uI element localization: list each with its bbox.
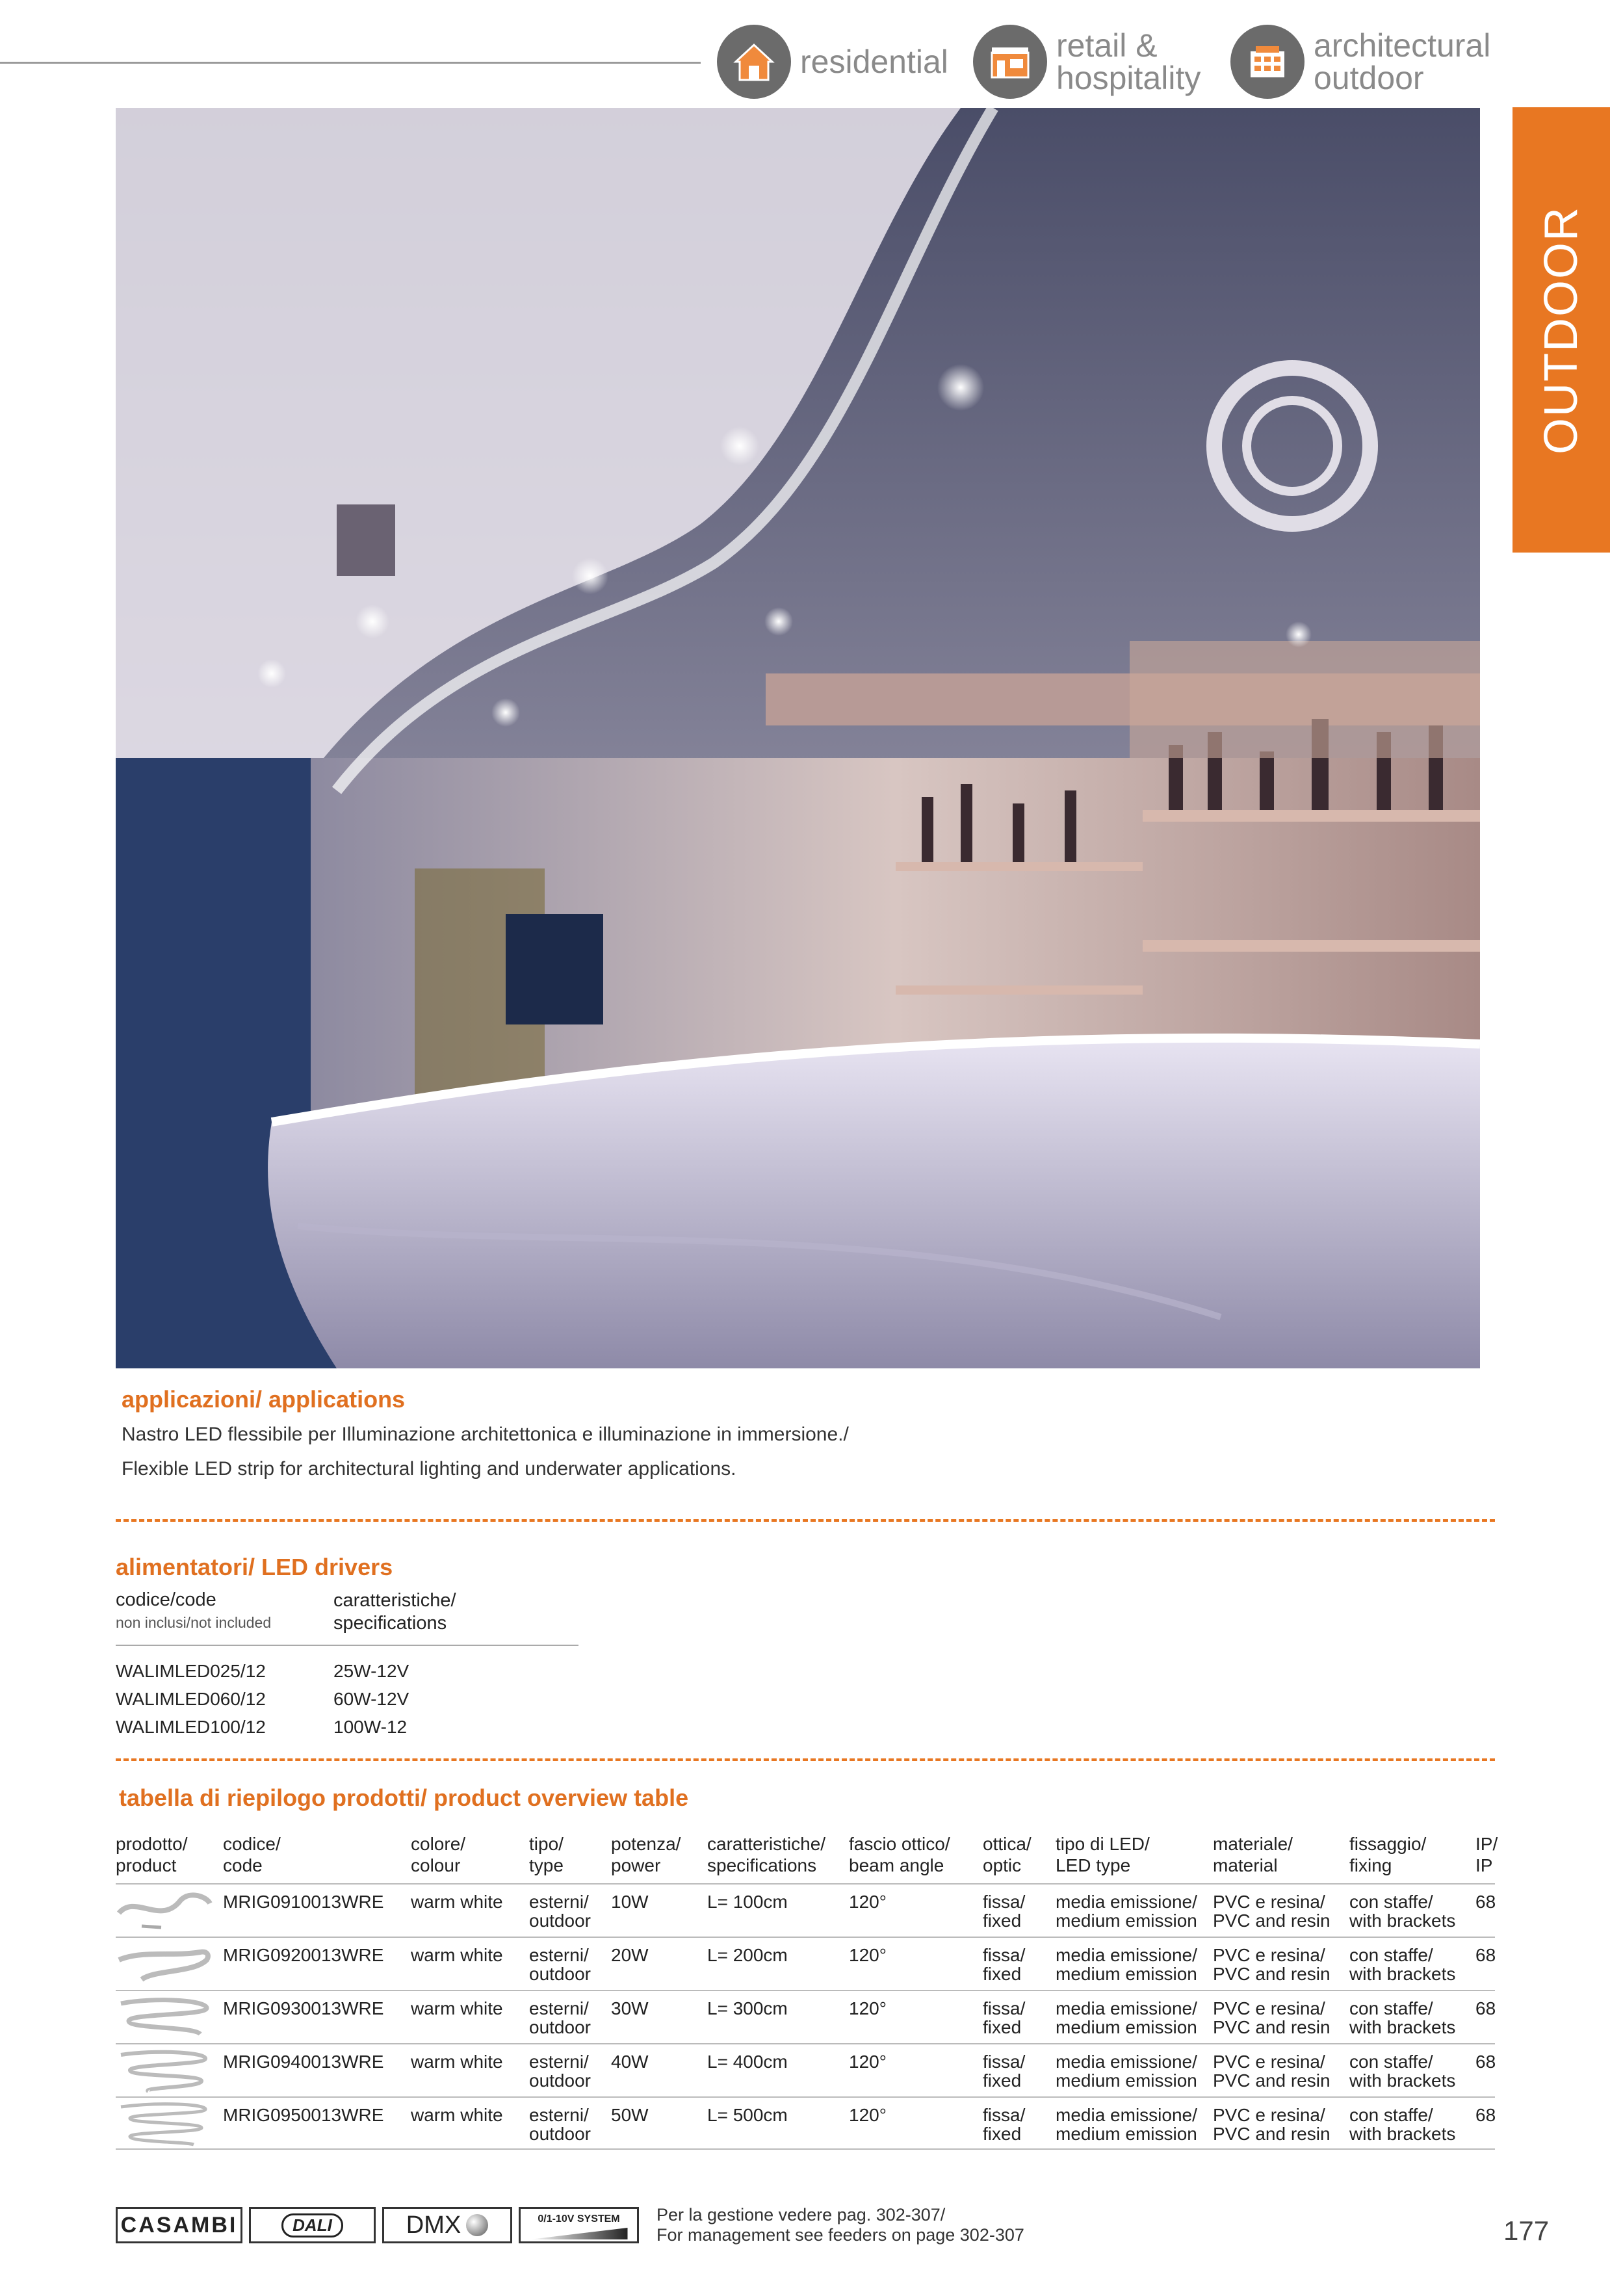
category-label-line1: architectural <box>1314 27 1491 64</box>
driver-code: WALIMLED060/12 <box>116 1689 266 1709</box>
applications-text-it: Nastro LED flessibile per Illuminazione architettonica e illuminazione in immersione./ <box>122 1424 849 1445</box>
col-header-line: materiale/ <box>1213 1834 1293 1854</box>
category-residential[interactable] <box>717 25 948 99</box>
col-header-power <box>611 1833 681 1876</box>
led-strip-image <box>116 1887 213 1935</box>
driver-code: WALIMLED100/12 <box>116 1717 266 1737</box>
product-fixing: with brackets <box>1349 2017 1456 2037</box>
product-type: esterni/ <box>529 1892 589 1912</box>
col-header-line: colour <box>411 1855 461 1875</box>
section-tab-label: OUTDOOR <box>1535 205 1587 454</box>
driver-code: WALIMLED025/12 <box>116 1661 266 1681</box>
col-header-line: codice/ <box>223 1834 281 1854</box>
col-header-line: beam angle <box>849 1855 944 1875</box>
product-colour: warm white <box>411 1945 503 1965</box>
applications-title: applicazioni/ applications <box>122 1386 406 1413</box>
product-ip: 68 <box>1475 2052 1496 2072</box>
col-header-line: power <box>611 1855 661 1875</box>
product-spec: L= 200cm <box>707 1945 788 1965</box>
driver-spec: 25W-12V <box>333 1661 409 1681</box>
category-label: residential <box>800 44 948 80</box>
product-material: PVC e resina/ <box>1213 2052 1325 2072</box>
product-colour: warm white <box>411 2105 503 2125</box>
product-spec: L= 400cm <box>707 2052 788 2072</box>
dmx-ball-icon <box>466 2214 488 2236</box>
product-fixing: con staffe/ <box>1349 2105 1433 2125</box>
col-header-line: LED type <box>1056 1855 1131 1875</box>
product-fixing: with brackets <box>1349 2124 1456 2144</box>
product-fixing: with brackets <box>1349 1964 1456 1984</box>
drivers-title: alimentatori/ LED drivers <box>116 1554 393 1580</box>
product-code: MRIG0910013WRE <box>223 1892 384 1912</box>
product-optic: fissa/ <box>983 1892 1026 1912</box>
product-led-type: media emissione/ <box>1056 2105 1197 2125</box>
casambi-logo: CASAMBI <box>116 2207 242 2243</box>
application-photo <box>116 108 1480 1368</box>
col-header-code <box>223 1833 281 1876</box>
product-code: MRIG0920013WRE <box>223 1945 384 1965</box>
col-header-line: code <box>223 1855 263 1875</box>
product-power: 10W <box>611 1892 649 1912</box>
product-optic: fixed <box>983 2017 1022 2037</box>
product-ip: 68 <box>1475 1945 1496 1965</box>
product-type: esterni/ <box>529 2052 589 2072</box>
product-type: outdoor <box>529 1964 591 1984</box>
col-header-line: fissaggio/ <box>1349 1834 1427 1854</box>
dashed-divider <box>116 1519 1495 1522</box>
product-led-type: media emissione/ <box>1056 1998 1197 2018</box>
table-row <box>116 2096 1495 2150</box>
product-power: 20W <box>611 1945 649 1965</box>
product-material: PVC and resin <box>1213 1964 1331 1984</box>
col-header-line: material <box>1213 1855 1278 1875</box>
col-header-optic <box>983 1833 1032 1876</box>
drivers-col-spec: caratteristiche/ specifications <box>333 1590 456 1634</box>
col-header-specifications <box>707 1833 825 1876</box>
col-header-material <box>1213 1833 1293 1876</box>
010v-system-logo <box>519 2207 639 2243</box>
management-note-it: Per la gestione vedere pag. 302-307/ <box>656 2205 946 2224</box>
product-fixing: with brackets <box>1349 1911 1456 1931</box>
product-beam: 120° <box>849 1945 887 1965</box>
col-header-line: tipo/ <box>529 1834 564 1854</box>
building-icon <box>1230 25 1305 99</box>
col-header-line: prodotto/ <box>116 1834 188 1854</box>
dali-logo <box>249 2207 376 2243</box>
product-type: outdoor <box>529 1911 591 1931</box>
led-strip-image <box>116 1994 213 2042</box>
product-optic: fissa/ <box>983 2105 1026 2125</box>
product-optic: fixed <box>983 1911 1022 1931</box>
product-led-type: medium emission <box>1056 1911 1197 1931</box>
product-material: PVC and resin <box>1213 2070 1331 2091</box>
col-header-line: IP <box>1475 1855 1493 1875</box>
house-icon <box>717 25 791 99</box>
col-header-line: specifications <box>707 1855 817 1875</box>
shop-icon <box>973 25 1047 99</box>
product-ip: 68 <box>1475 1892 1496 1912</box>
col-header-fixing <box>1349 1833 1426 1876</box>
dimming-ramp-icon <box>530 2228 628 2239</box>
table-row <box>116 2043 1495 2096</box>
overview-title: tabella di riepilogo prodotti/ product overview table <box>119 1784 689 1811</box>
col-header-line: IP/ <box>1475 1834 1498 1854</box>
col-header-led-type <box>1056 1833 1150 1876</box>
header-rule <box>0 62 701 64</box>
table-row <box>116 1990 1495 2043</box>
product-material: PVC and resin <box>1213 2124 1331 2144</box>
management-note-en: For management see feeders on page 302-307 <box>656 2225 1024 2245</box>
product-material: PVC e resina/ <box>1213 1998 1325 2018</box>
product-fixing: con staffe/ <box>1349 1945 1433 1965</box>
dali-logo-text: DALI <box>281 2213 343 2237</box>
product-led-type: media emissione/ <box>1056 1945 1197 1965</box>
product-power: 50W <box>611 2105 649 2125</box>
product-power: 30W <box>611 1998 649 2018</box>
dashed-divider <box>116 1758 1495 1761</box>
led-strip-image <box>116 2047 213 2095</box>
category-label-line1: retail & <box>1056 27 1158 64</box>
product-fixing: con staffe/ <box>1349 1998 1433 2018</box>
dmx-logo <box>382 2207 512 2243</box>
product-optic: fixed <box>983 2124 1022 2144</box>
drivers-col-code: codice/code <box>116 1589 216 1610</box>
col-header-line: type <box>529 1855 564 1875</box>
product-type: esterni/ <box>529 1998 589 2018</box>
management-note <box>656 2205 1024 2245</box>
col-header-line: caratteristiche/ <box>707 1834 826 1854</box>
col-header-line: fascio ottico/ <box>849 1834 950 1854</box>
category-label-line2: outdoor <box>1314 60 1424 96</box>
col-header-colour <box>411 1833 465 1876</box>
category-architectural-outdoor[interactable] <box>1230 25 1490 99</box>
product-code: MRIG0930013WRE <box>223 1998 384 2018</box>
product-material: PVC and resin <box>1213 2017 1331 2037</box>
control-system-logos <box>116 2207 639 2243</box>
product-material: PVC e resina/ <box>1213 1945 1325 1965</box>
col-header-line: product <box>116 1855 177 1875</box>
driver-spec: 60W-12V <box>333 1689 409 1709</box>
product-fixing: con staffe/ <box>1349 2052 1433 2072</box>
col-header-ip <box>1475 1833 1498 1876</box>
product-colour: warm white <box>411 2052 503 2072</box>
category-retail-hospitality[interactable] <box>973 25 1201 99</box>
product-code: MRIG0950013WRE <box>223 2105 384 2125</box>
led-strip-image <box>116 2100 213 2148</box>
010v-logo-text: 0/1-10V SYSTEM <box>538 2213 620 2224</box>
led-strip-image <box>116 1940 213 1989</box>
product-power: 40W <box>611 2052 649 2072</box>
product-material: PVC and resin <box>1213 1911 1331 1931</box>
product-material: PVC e resina/ <box>1213 1892 1325 1912</box>
product-type: outdoor <box>529 2070 591 2091</box>
table-row <box>116 1937 1495 1990</box>
product-spec: L= 300cm <box>707 1998 788 2018</box>
col-header-line: tipo di LED/ <box>1056 1834 1150 1854</box>
product-led-type: media emissione/ <box>1056 2052 1197 2072</box>
product-beam: 120° <box>849 2052 887 2072</box>
col-header-line: potenza/ <box>611 1834 681 1854</box>
product-beam: 120° <box>849 1892 887 1912</box>
product-ip: 68 <box>1475 1998 1496 2018</box>
product-colour: warm white <box>411 1998 503 2018</box>
product-type: esterni/ <box>529 1945 589 1965</box>
dmx-logo-text: DMX <box>406 2211 461 2239</box>
table-row <box>116 1883 1495 1937</box>
page-number: 177 <box>1503 2215 1550 2246</box>
product-fixing: with brackets <box>1349 2070 1456 2091</box>
col-header-line: ottica/ <box>983 1834 1032 1854</box>
product-type: outdoor <box>529 2017 591 2037</box>
product-colour: warm white <box>411 1892 503 1912</box>
product-spec: L= 500cm <box>707 2105 788 2125</box>
product-type: outdoor <box>529 2124 591 2144</box>
product-optic: fissa/ <box>983 1945 1026 1965</box>
product-ip: 68 <box>1475 2105 1496 2125</box>
drivers-header-rule <box>116 1645 578 1646</box>
product-led-type: medium emission <box>1056 2017 1197 2037</box>
drivers-col-code-note: non inclusi/not included <box>116 1614 272 1631</box>
product-optic: fixed <box>983 1964 1022 1984</box>
col-header-beam-angle <box>849 1833 950 1876</box>
product-optic: fissa/ <box>983 1998 1026 2018</box>
col-header-type <box>529 1833 564 1876</box>
product-led-type: medium emission <box>1056 1964 1197 1984</box>
product-code: MRIG0940013WRE <box>223 2052 384 2072</box>
product-optic: fissa/ <box>983 2052 1026 2072</box>
col-header-line: fixing <box>1349 1855 1392 1875</box>
product-beam: 120° <box>849 2105 887 2125</box>
product-led-type: medium emission <box>1056 2124 1197 2144</box>
product-material: PVC e resina/ <box>1213 2105 1325 2125</box>
col-header-line: optic <box>983 1855 1022 1875</box>
product-optic: fixed <box>983 2070 1022 2091</box>
applications-text-en: Flexible LED strip for architectural lighting and underwater applications. <box>122 1458 736 1480</box>
product-beam: 120° <box>849 1998 887 2018</box>
product-fixing: con staffe/ <box>1349 1892 1433 1912</box>
product-led-type: media emissione/ <box>1056 1892 1197 1912</box>
col-header-product <box>116 1833 188 1876</box>
col-header-line: colore/ <box>411 1834 466 1854</box>
driver-spec: 100W-12 <box>333 1717 408 1737</box>
product-led-type: medium emission <box>1056 2070 1197 2091</box>
product-type: esterni/ <box>529 2105 589 2125</box>
section-tab-outdoor <box>1513 107 1610 553</box>
category-label-line2: hospitality <box>1056 60 1201 96</box>
product-spec: L= 100cm <box>707 1892 788 1912</box>
